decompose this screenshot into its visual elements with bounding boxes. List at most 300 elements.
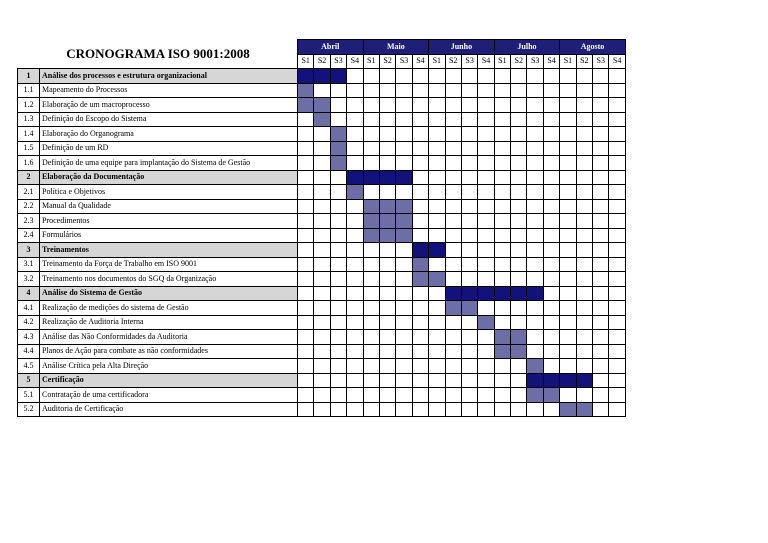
task-bar-cell (527, 388, 543, 403)
grid-cell (298, 228, 314, 243)
week-header: S3 (527, 54, 543, 69)
grid-cell (494, 243, 510, 258)
grid-cell (429, 185, 445, 200)
grid-cell (543, 272, 559, 287)
grid-cell (445, 228, 461, 243)
grid-cell (412, 83, 428, 98)
grid-cell (298, 301, 314, 316)
grid-cell (478, 402, 494, 417)
grid-cell (609, 344, 625, 359)
grid-cell (511, 301, 527, 316)
grid-cell (461, 156, 477, 171)
grid-cell (298, 272, 314, 287)
section-bar-cell (478, 286, 494, 301)
grid-cell (445, 373, 461, 388)
grid-cell (363, 272, 379, 287)
row-number: 1.3 (18, 112, 40, 127)
grid-cell (314, 170, 330, 185)
task-rows (18, 69, 626, 417)
grid-cell (527, 141, 543, 156)
grid-cell (543, 170, 559, 185)
grid-cell (429, 170, 445, 185)
row-number: 4.2 (18, 315, 40, 330)
grid-cell (347, 228, 363, 243)
grid-cell (412, 199, 428, 214)
grid-cell (511, 69, 527, 84)
task-label: Contratação de uma certificadora (40, 388, 298, 403)
grid-cell (330, 185, 346, 200)
row-number: 1.5 (18, 141, 40, 156)
grid-cell (363, 83, 379, 98)
section-bar-cell (363, 170, 379, 185)
grid-cell (478, 257, 494, 272)
task-row (18, 141, 626, 156)
section-label: Certificação (40, 373, 298, 388)
grid-cell (461, 359, 477, 374)
grid-cell (379, 330, 395, 345)
task-bar-cell (298, 98, 314, 113)
grid-cell (576, 228, 592, 243)
grid-cell (347, 373, 363, 388)
grid-cell (609, 185, 625, 200)
grid-cell (543, 185, 559, 200)
grid-cell (576, 272, 592, 287)
grid-cell (330, 214, 346, 229)
grid-cell (461, 228, 477, 243)
grid-cell (543, 98, 559, 113)
task-row (18, 272, 626, 287)
grid-cell (347, 112, 363, 127)
task-bar-cell (429, 272, 445, 287)
grid-cell (429, 315, 445, 330)
grid-cell (330, 243, 346, 258)
grid-cell (379, 344, 395, 359)
week-header: S2 (379, 54, 395, 69)
grid-cell (445, 359, 461, 374)
row-number: 4.1 (18, 301, 40, 316)
gantt-table (17, 39, 626, 417)
grid-cell (412, 214, 428, 229)
grid-cell (347, 127, 363, 142)
grid-cell (314, 156, 330, 171)
grid-cell (478, 388, 494, 403)
grid-cell (363, 373, 379, 388)
task-bar-cell (576, 402, 592, 417)
row-number: 2.4 (18, 228, 40, 243)
grid-cell (560, 214, 576, 229)
grid-cell (609, 69, 625, 84)
grid-cell (593, 286, 609, 301)
section-row (18, 286, 626, 301)
task-label: Mapeamento do Processos (40, 83, 298, 98)
week-header: S3 (461, 54, 477, 69)
grid-cell (412, 359, 428, 374)
week-header: S2 (314, 54, 330, 69)
grid-cell (576, 344, 592, 359)
grid-cell (347, 301, 363, 316)
task-label: Política e Objetivos (40, 185, 298, 200)
task-label: Definição de uma equipe para implantação do Sistema de Gestão (40, 156, 298, 171)
task-row (18, 344, 626, 359)
grid-cell (379, 272, 395, 287)
week-header: S1 (494, 54, 510, 69)
task-bar-cell (560, 402, 576, 417)
section-row (18, 373, 626, 388)
grid-cell (379, 127, 395, 142)
grid-cell (560, 301, 576, 316)
grid-cell (396, 388, 412, 403)
grid-cell (527, 83, 543, 98)
grid-cell (527, 156, 543, 171)
grid-cell (379, 112, 395, 127)
grid-cell (412, 373, 428, 388)
grid-cell (396, 373, 412, 388)
grid-cell (609, 402, 625, 417)
grid-cell (560, 228, 576, 243)
grid-cell (314, 214, 330, 229)
grid-cell (609, 388, 625, 403)
task-row (18, 315, 626, 330)
grid-cell (609, 257, 625, 272)
grid-cell (347, 69, 363, 84)
week-header: S1 (429, 54, 445, 69)
grid-cell (543, 83, 559, 98)
task-label: Elaboração do Organograma (40, 127, 298, 142)
grid-cell (347, 272, 363, 287)
grid-cell (298, 112, 314, 127)
grid-cell (576, 286, 592, 301)
grid-cell (609, 359, 625, 374)
section-bar-cell (379, 170, 395, 185)
grid-cell (461, 170, 477, 185)
section-bar-cell (560, 373, 576, 388)
grid-cell (560, 156, 576, 171)
grid-cell (478, 69, 494, 84)
grid-cell (347, 402, 363, 417)
grid-cell (461, 388, 477, 403)
grid-cell (478, 243, 494, 258)
grid-cell (429, 359, 445, 374)
grid-cell (478, 127, 494, 142)
grid-cell (609, 330, 625, 345)
week-header-row (18, 54, 626, 69)
grid-cell (511, 315, 527, 330)
grid-cell (543, 199, 559, 214)
grid-cell (478, 272, 494, 287)
grid-cell (609, 373, 625, 388)
grid-cell (494, 315, 510, 330)
grid-cell (429, 330, 445, 345)
grid-cell (298, 344, 314, 359)
grid-cell (494, 214, 510, 229)
grid-cell (298, 388, 314, 403)
grid-cell (576, 69, 592, 84)
grid-cell (494, 185, 510, 200)
grid-cell (445, 112, 461, 127)
grid-cell (609, 156, 625, 171)
grid-cell (363, 141, 379, 156)
task-label: Análise das Não Conformidades da Auditoria (40, 330, 298, 345)
section-bar-cell (429, 243, 445, 258)
grid-cell (412, 228, 428, 243)
grid-cell (527, 257, 543, 272)
grid-cell (412, 69, 428, 84)
grid-cell (560, 286, 576, 301)
section-row (18, 243, 626, 258)
grid-cell (363, 69, 379, 84)
task-row (18, 156, 626, 171)
grid-cell (543, 402, 559, 417)
grid-cell (511, 388, 527, 403)
row-number: 1.6 (18, 156, 40, 171)
week-header: S1 (363, 54, 379, 69)
grid-cell (543, 330, 559, 345)
grid-cell (543, 141, 559, 156)
week-header: S2 (576, 54, 592, 69)
task-bar-cell (494, 344, 510, 359)
task-label: Definição do Escopo do Sistema (40, 112, 298, 127)
grid-cell (461, 127, 477, 142)
task-bar-cell (314, 98, 330, 113)
section-row (18, 69, 626, 84)
month-header: Maio (363, 40, 429, 55)
grid-cell (429, 402, 445, 417)
grid-cell (543, 228, 559, 243)
grid-cell (478, 141, 494, 156)
task-bar-cell (511, 344, 527, 359)
grid-cell (314, 141, 330, 156)
grid-cell (609, 214, 625, 229)
grid-cell (593, 344, 609, 359)
row-number: 5.2 (18, 402, 40, 417)
grid-cell (478, 214, 494, 229)
grid-cell (560, 315, 576, 330)
grid-cell (298, 359, 314, 374)
grid-cell (511, 214, 527, 229)
grid-cell (478, 228, 494, 243)
grid-cell (330, 199, 346, 214)
task-row (18, 359, 626, 374)
grid-cell (560, 199, 576, 214)
grid-cell (330, 83, 346, 98)
grid-cell (494, 112, 510, 127)
row-number: 4.3 (18, 330, 40, 345)
row-number: 1 (18, 69, 40, 84)
grid-cell (363, 286, 379, 301)
grid-cell (560, 127, 576, 142)
grid-cell (593, 170, 609, 185)
grid-cell (429, 301, 445, 316)
task-bar-cell (461, 301, 477, 316)
grid-cell (543, 156, 559, 171)
grid-cell (363, 185, 379, 200)
grid-cell (543, 286, 559, 301)
grid-cell (347, 83, 363, 98)
grid-cell (609, 243, 625, 258)
grid-cell (412, 330, 428, 345)
grid-cell (576, 185, 592, 200)
task-bar-cell (379, 199, 395, 214)
grid-cell (494, 257, 510, 272)
section-label: Análise do Sistema de Gestão (40, 286, 298, 301)
grid-cell (330, 228, 346, 243)
grid-cell (609, 286, 625, 301)
grid-cell (396, 127, 412, 142)
week-header: S3 (396, 54, 412, 69)
grid-cell (478, 98, 494, 113)
grid-cell (494, 141, 510, 156)
section-bar-cell (412, 243, 428, 258)
grid-cell (461, 257, 477, 272)
task-label: Treinamento nos documentos do SGQ da Organização (40, 272, 298, 287)
grid-cell (363, 402, 379, 417)
grid-cell (494, 228, 510, 243)
week-header: S4 (543, 54, 559, 69)
grid-cell (461, 344, 477, 359)
grid-cell (511, 98, 527, 113)
grid-cell (560, 272, 576, 287)
grid-cell (412, 156, 428, 171)
month-header: Julho (494, 40, 560, 55)
grid-cell (314, 228, 330, 243)
grid-cell (461, 141, 477, 156)
grid-cell (593, 402, 609, 417)
grid-cell (445, 83, 461, 98)
grid-cell (379, 315, 395, 330)
grid-cell (379, 286, 395, 301)
task-bar-cell (379, 228, 395, 243)
grid-cell (494, 402, 510, 417)
grid-cell (429, 112, 445, 127)
grid-cell (363, 112, 379, 127)
grid-cell (511, 156, 527, 171)
grid-cell (347, 199, 363, 214)
grid-cell (560, 243, 576, 258)
grid-cell (363, 344, 379, 359)
section-bar-cell (347, 170, 363, 185)
section-bar-cell (396, 170, 412, 185)
grid-cell (461, 402, 477, 417)
grid-cell (478, 156, 494, 171)
grid-cell (314, 185, 330, 200)
grid-cell (314, 257, 330, 272)
page-title: CRONOGRAMA ISO 9001:2008 (66, 46, 250, 61)
grid-cell (609, 301, 625, 316)
grid-cell (609, 199, 625, 214)
month-header: Abril (298, 40, 364, 55)
task-row (18, 301, 626, 316)
grid-cell (412, 301, 428, 316)
grid-cell (609, 98, 625, 113)
week-header: S4 (412, 54, 428, 69)
grid-cell (330, 170, 346, 185)
grid-cell (396, 98, 412, 113)
grid-cell (576, 156, 592, 171)
grid-cell (494, 69, 510, 84)
row-number: 2.2 (18, 199, 40, 214)
grid-cell (560, 170, 576, 185)
grid-cell (511, 83, 527, 98)
grid-cell (396, 185, 412, 200)
grid-cell (330, 112, 346, 127)
task-bar-cell (543, 388, 559, 403)
grid-cell (494, 98, 510, 113)
row-number: 1.4 (18, 127, 40, 142)
grid-cell (314, 344, 330, 359)
grid-cell (347, 257, 363, 272)
task-bar-cell (314, 112, 330, 127)
grid-cell (511, 402, 527, 417)
grid-cell (527, 214, 543, 229)
task-label: Procedimentos (40, 214, 298, 229)
week-header: S4 (347, 54, 363, 69)
grid-cell (576, 199, 592, 214)
grid-cell (445, 344, 461, 359)
grid-cell (314, 272, 330, 287)
task-bar-cell (396, 228, 412, 243)
grid-cell (511, 170, 527, 185)
grid-cell (330, 315, 346, 330)
grid-cell (593, 127, 609, 142)
grid-cell (560, 359, 576, 374)
grid-cell (445, 199, 461, 214)
grid-cell (412, 344, 428, 359)
grid-cell (445, 214, 461, 229)
grid-cell (298, 257, 314, 272)
grid-cell (379, 98, 395, 113)
grid-cell (560, 185, 576, 200)
grid-cell (379, 301, 395, 316)
grid-cell (347, 388, 363, 403)
grid-cell (363, 98, 379, 113)
grid-cell (445, 402, 461, 417)
week-header: S3 (593, 54, 609, 69)
grid-cell (429, 127, 445, 142)
grid-cell (494, 170, 510, 185)
month-header: Agosto (560, 40, 626, 55)
grid-cell (593, 98, 609, 113)
week-header: S2 (445, 54, 461, 69)
grid-cell (379, 402, 395, 417)
grid-cell (298, 199, 314, 214)
grid-cell (527, 301, 543, 316)
row-number: 3.1 (18, 257, 40, 272)
schedule-sheet (17, 39, 626, 417)
grid-cell (396, 359, 412, 374)
grid-cell (576, 388, 592, 403)
grid-cell (527, 98, 543, 113)
grid-cell (461, 69, 477, 84)
grid-cell (379, 141, 395, 156)
section-bar-cell (314, 69, 330, 84)
task-bar-cell (330, 156, 346, 171)
grid-cell (527, 330, 543, 345)
grid-cell (298, 170, 314, 185)
week-header: S2 (511, 54, 527, 69)
grid-cell (314, 199, 330, 214)
grid-cell (511, 257, 527, 272)
grid-cell (593, 214, 609, 229)
grid-cell (478, 199, 494, 214)
grid-cell (511, 199, 527, 214)
row-number: 1.1 (18, 83, 40, 98)
grid-cell (314, 127, 330, 142)
grid-cell (609, 272, 625, 287)
grid-cell (560, 257, 576, 272)
grid-cell (560, 98, 576, 113)
task-row (18, 257, 626, 272)
grid-cell (298, 214, 314, 229)
